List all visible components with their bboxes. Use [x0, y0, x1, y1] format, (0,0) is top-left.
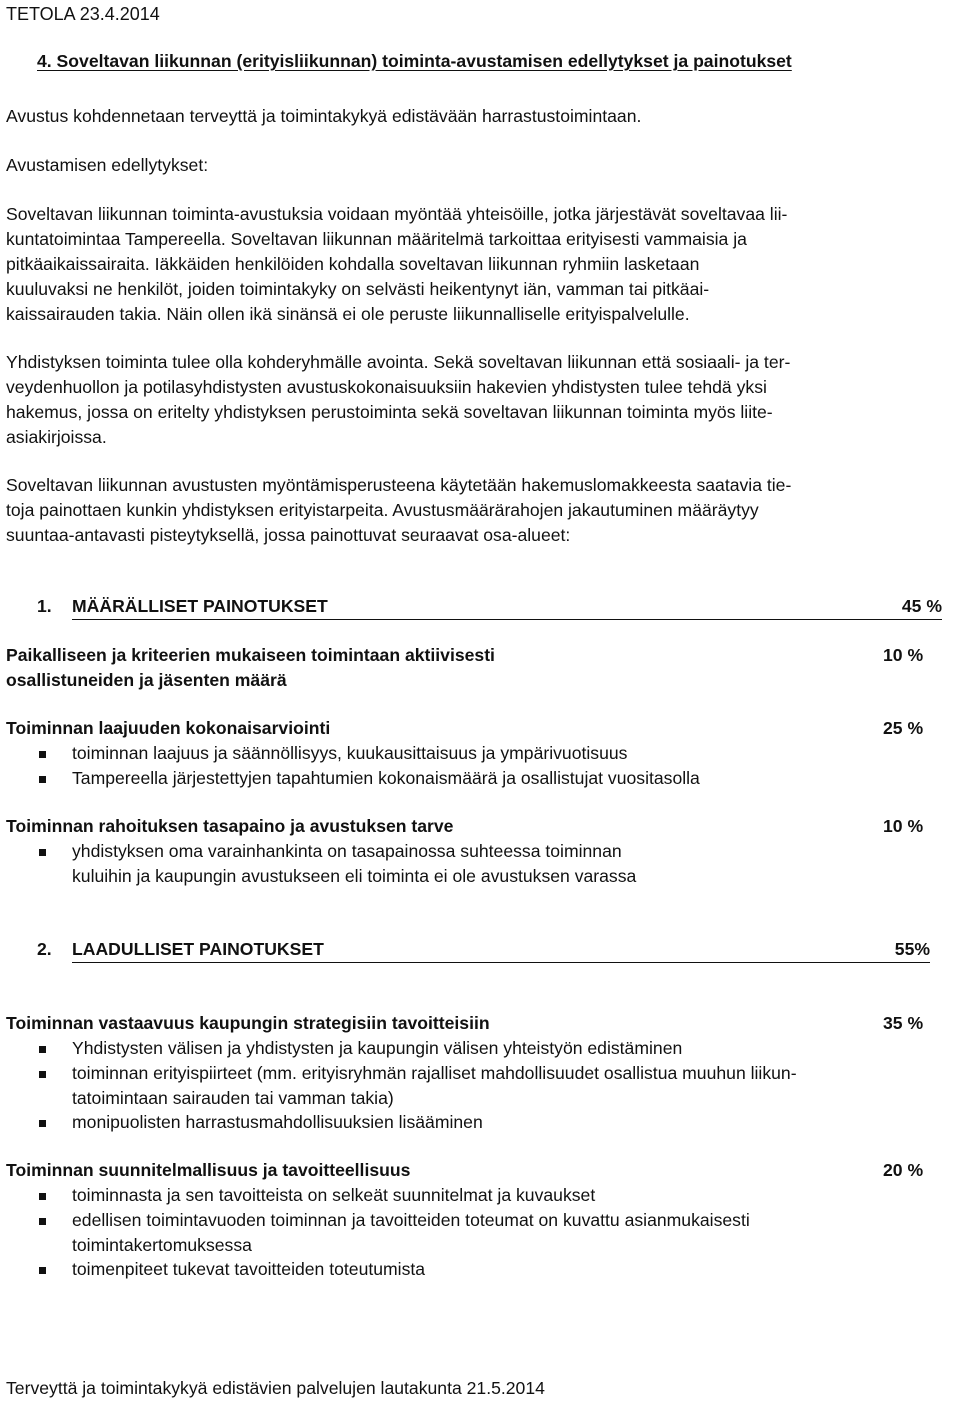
paragraph-line: kuntatoimintaa Tampereella. Soveltavan liikunnan määritelmä tarkoittaa erityisesti vammaisia ja	[6, 229, 747, 249]
paragraph-line: veydenhuollon ja potilasyhdistysten avustuskokonaisuuksiin hakevien yhdistysten tulee tehdä yksi	[6, 377, 767, 397]
document-footer: Terveyttä ja toimintakykyä edistävien palvelujen lautakunta 21.5.2014	[6, 1378, 545, 1398]
part-2-percentage: 55%	[894, 939, 930, 959]
criterion-title: Paikalliseen ja kriteerien mukaiseen toimintaan aktiivisesti	[6, 645, 495, 665]
paragraph-line: Yhdistyksen toiminta tulee olla kohderyhmälle avointa. Sekä soveltavan liikunnan että sosiaali- ja ter-	[6, 352, 791, 372]
bullet-square-icon	[39, 1267, 46, 1274]
bullet-item: toimenpiteet tukevat tavoitteiden toteutumista	[72, 1259, 426, 1279]
criterion-title: osallistuneiden ja jäsenten määrä	[6, 670, 287, 690]
criterion-percentage: 25 %	[883, 718, 924, 738]
part-1-heading	[72, 598, 942, 620]
bullet-item: monipuolisten harrastusmahdollisuuksien lisääminen	[72, 1112, 483, 1132]
conditions-heading: Avustamisen edellytykset:	[6, 155, 209, 175]
criterion-percentage: 10 %	[883, 816, 924, 836]
criterion-percentage: 20 %	[883, 1160, 924, 1180]
section-4-title: 4. Soveltavan liikunnan (erityisliikunnan) toiminta-avustamisen edellytykset ja painotukset	[37, 51, 792, 71]
part-1-percentage: 45 %	[901, 596, 942, 616]
bullet-item-continuation: tatoimintaan sairauden tai vamman takia)	[72, 1088, 394, 1108]
bullet-item: Yhdistysten välisen ja yhdistysten ja kaupungin välisen yhteistyön edistäminen	[72, 1038, 683, 1058]
bullet-square-icon	[39, 1218, 46, 1225]
paragraph-line: Soveltavan liikunnan avustusten myöntämisperusteena käytetään hakemuslomakkeesta saatavia tie-	[6, 475, 792, 495]
paragraph-line: suuntaa-antavasti pisteytyksellä, jossa painottuvat seuraavat osa-alueet:	[6, 525, 571, 545]
bullet-square-icon	[39, 751, 46, 758]
bullet-item: toiminnan laajuus ja säännöllisyys, kuukausittaisuus ja ympärivuotisuus	[72, 743, 628, 763]
document-header: TETOLA 23.4.2014	[6, 4, 160, 24]
criterion-title: Toiminnan rahoituksen tasapaino ja avustuksen tarve	[6, 816, 454, 836]
bullet-item: toiminnasta ja sen tavoitteista on selkeät suunnitelmat ja kuvaukset	[72, 1185, 596, 1205]
part-2-number: 2.	[37, 939, 52, 959]
paragraph-line: kuuluvaksi ne henkilöt, joiden toimintakyky on selvästi heikentynyt iän, vamman tai pitkäai-	[6, 279, 710, 299]
part-2-title: LAADULLISET PAINOTUKSET	[72, 939, 324, 959]
paragraph-line: kaissairauden takia. Näin ollen ikä sinänsä ei ole peruste liikunnalliselle erityispalvelulle.	[6, 304, 690, 324]
bullet-square-icon	[39, 1120, 46, 1127]
part-1-number: 1.	[37, 596, 52, 616]
bullet-item-continuation: kuluihin ja kaupungin avustukseen eli toiminta ei ole avustuksen varassa	[72, 866, 637, 886]
criterion-percentage: 10 %	[883, 645, 924, 665]
paragraph-line: pitkäaikaissairaita. Iäkkäiden henkilöiden kohdalla soveltavan liikunnan ryhmiin lasketaan	[6, 254, 700, 274]
bullet-square-icon	[39, 1046, 46, 1053]
criterion-percentage: 35 %	[883, 1013, 924, 1033]
paragraph-line: hakemus, jossa on eritelty yhdistyksen perustoiminta sekä soveltavan liikunnan toiminta myös liite-	[6, 402, 773, 422]
bullet-item: Tampereella järjestettyjen tapahtumien kokonaismäärä ja osallistujat vuositasolla	[72, 768, 700, 788]
criterion-title: Toiminnan vastaavuus kaupungin strategisiin tavoitteisiin	[6, 1013, 490, 1033]
bullet-item: edellisen toimintavuoden toiminnan ja tavoitteiden toteumat on kuvattu asianmukaisesti	[72, 1210, 750, 1230]
bullet-item-continuation: toimintakertomuksessa	[72, 1235, 252, 1255]
paragraph-line: toja painottaen kunkin yhdistyksen erityistarpeita. Avustusmäärärahojen jakautuminen määräytyy	[6, 500, 759, 520]
bullet-square-icon	[39, 1193, 46, 1200]
criterion-title: Toiminnan suunnitelmallisuus ja tavoitteellisuus	[6, 1160, 411, 1180]
intro-text: Avustus kohdennetaan terveyttä ja toimintakykyä edistävään harrastustoimintaan.	[6, 106, 642, 126]
bullet-item: yhdistyksen oma varainhankinta on tasapainossa suhteessa toiminnan	[72, 841, 622, 861]
criterion-title: Toiminnan laajuuden kokonaisarviointi	[6, 718, 331, 738]
bullet-square-icon	[39, 1071, 46, 1078]
paragraph-line: Soveltavan liikunnan toiminta-avustuksia voidaan myöntää yhteisöille, jotka järjestävät soveltavaa lii-	[6, 204, 788, 224]
bullet-item: toiminnan erityispiirteet (mm. erityisryhmän rajalliset mahdollisuudet osallistua muuhun liikun-	[72, 1063, 797, 1083]
bullet-square-icon	[39, 849, 46, 856]
bullet-square-icon	[39, 776, 46, 783]
part-2-heading	[72, 941, 930, 963]
part-1-title: MÄÄRÄLLISET PAINOTUKSET	[72, 596, 328, 616]
paragraph-line: asiakirjoissa.	[6, 427, 107, 447]
